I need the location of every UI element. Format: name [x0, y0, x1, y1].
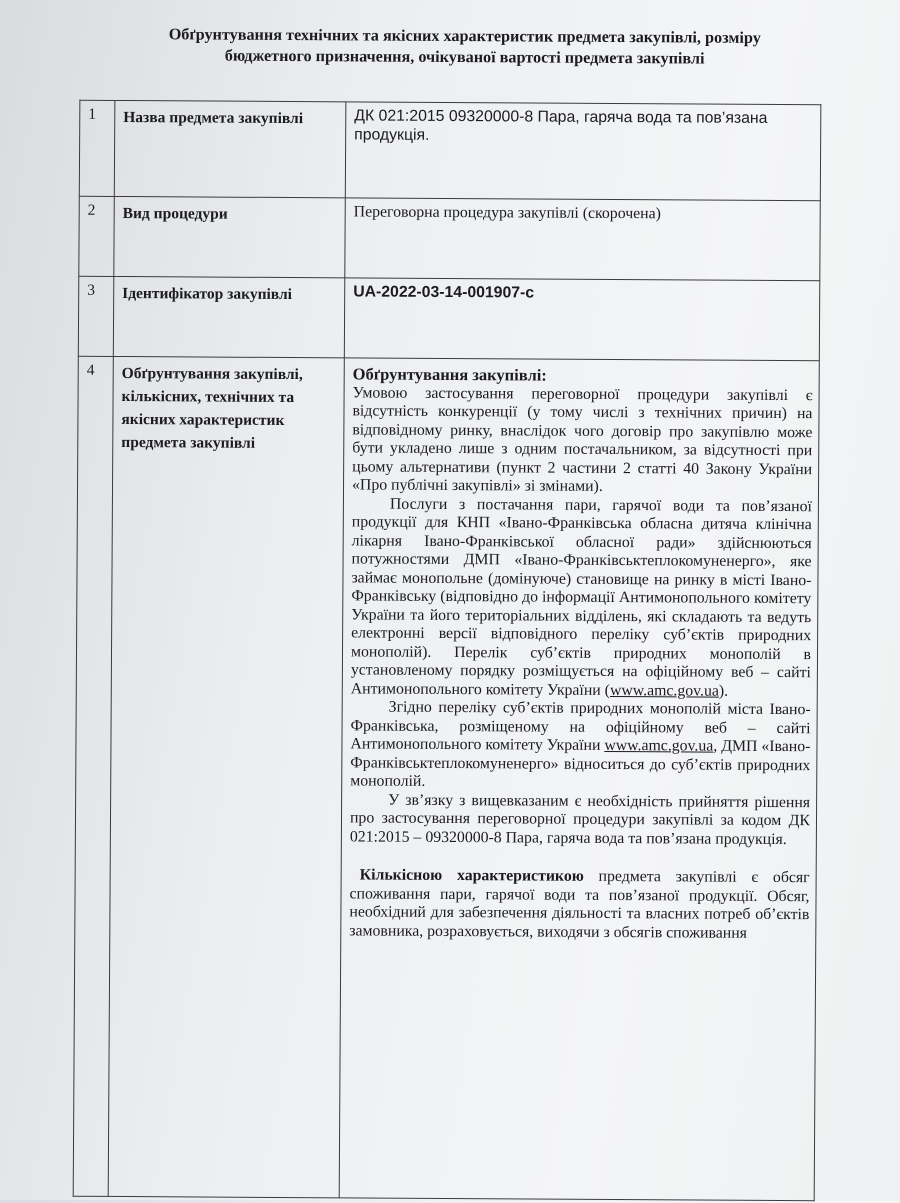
row-number: 4	[73, 356, 113, 1196]
justification-heading: Обґрунтування закупівлі:	[352, 364, 547, 385]
row-number: 1	[79, 100, 115, 196]
row-label: Обґрунтування закупівлі, кількісних, технічних та якісних характеристик предмета закупівлі	[108, 356, 344, 1197]
paragraph: У зв’язку з вищевказаним є необхідність прийняття рішення про застосування переговорної процедури закупівлі за кодом ДК 021:2015 – 09320000-8 Пара, гаряча вода та пов’язана продукція.	[349, 791, 811, 848]
row-number: 3	[78, 276, 113, 356]
table-row	[78, 276, 819, 361]
table-row	[73, 356, 819, 1201]
table-row	[79, 196, 820, 281]
paragraph: Умовою застосування переговорної процедури закупівлі є відсутність конкуренції (у тому числі з технічних причин) на відповідному ринку, внаслідок чого договір про закупівлю може бути укладено лише з одним постачальником, за відсутності при цьому альтернативи (пункт 2 частини 2 статті 40 Закону України «Про публічні закупівлі» зі змінами).	[351, 383, 813, 495]
justification-cell	[339, 358, 819, 1201]
row-value: ДК 021:2015 09320000-8 Пара, гаряча вода та пов’язана продукція.	[345, 102, 821, 201]
document-title	[70, 24, 860, 71]
row-label: Вид процедури	[114, 196, 345, 277]
table-row	[79, 100, 821, 201]
paragraph: Кількісною характеристикою предмета закупівлі є обсяг споживання пари, гарячої води та пов’язаної продукції. Обсяг, необхідний для забезпечення діяльності та власних потреб об’єктів замовника, розраховується, виходячи з обсягів споживання	[349, 866, 810, 942]
row-number: 2	[79, 196, 114, 276]
paragraph: Послуги з постачання пари, гарячої води та пов’язаної продукції для КНП «Івано-Франківська обласна дитяча клінічна лікарня Івано-Франківської обласної ради» здійснюються потужностями ДМП «Івано-Франківськтеплокомуненерго», яке займає монопольне (домінуюче) становище на ринку в місті Івано-Франківську (відповідно до інформації Антимонопольного комітету України та його територіальних відділень, які складають та ведуть електронні версії відповідного переліку суб’єктів природних монополій). Перелік суб’єктів природних монополій в установленому порядку розміщується на офіційному веб – сайті Антимонопольного комітету України (www.amc.gov.ua).	[350, 495, 812, 700]
procurement-table	[73, 100, 822, 1202]
title-line-2: бюджетного призначення, очікуваної вартості предмета закупівлі	[224, 46, 705, 68]
row-label: Назва предмета закупівлі	[114, 100, 346, 197]
row-label: Ідентифікатор закупівлі	[113, 276, 344, 357]
title-line-1: Обґрунтування технічних та якісних характеристик предмета закупівлі, розміру	[168, 25, 761, 47]
quantity-keyword: Кількісною характеристикою	[359, 866, 584, 885]
paragraph: Згідно переліку суб’єктів природних монополій міста Івано-Франківська, розміщеному на офіційному веб – сайті Антимонопольного комітету України www.amc.gov.ua, ДМП «Івано-Франківськтеплокомуненерго» відноситься до суб’єктів природних монополій.	[350, 698, 811, 790]
row-value: Переговорна процедура закупівлі (скорочена)	[345, 198, 820, 281]
row-value: UA-2022-03-14-001907-c	[344, 278, 819, 361]
amc-link[interactable]: www.amc.gov.ua	[604, 736, 714, 755]
amc-link[interactable]: www.amc.gov.ua	[609, 681, 719, 700]
